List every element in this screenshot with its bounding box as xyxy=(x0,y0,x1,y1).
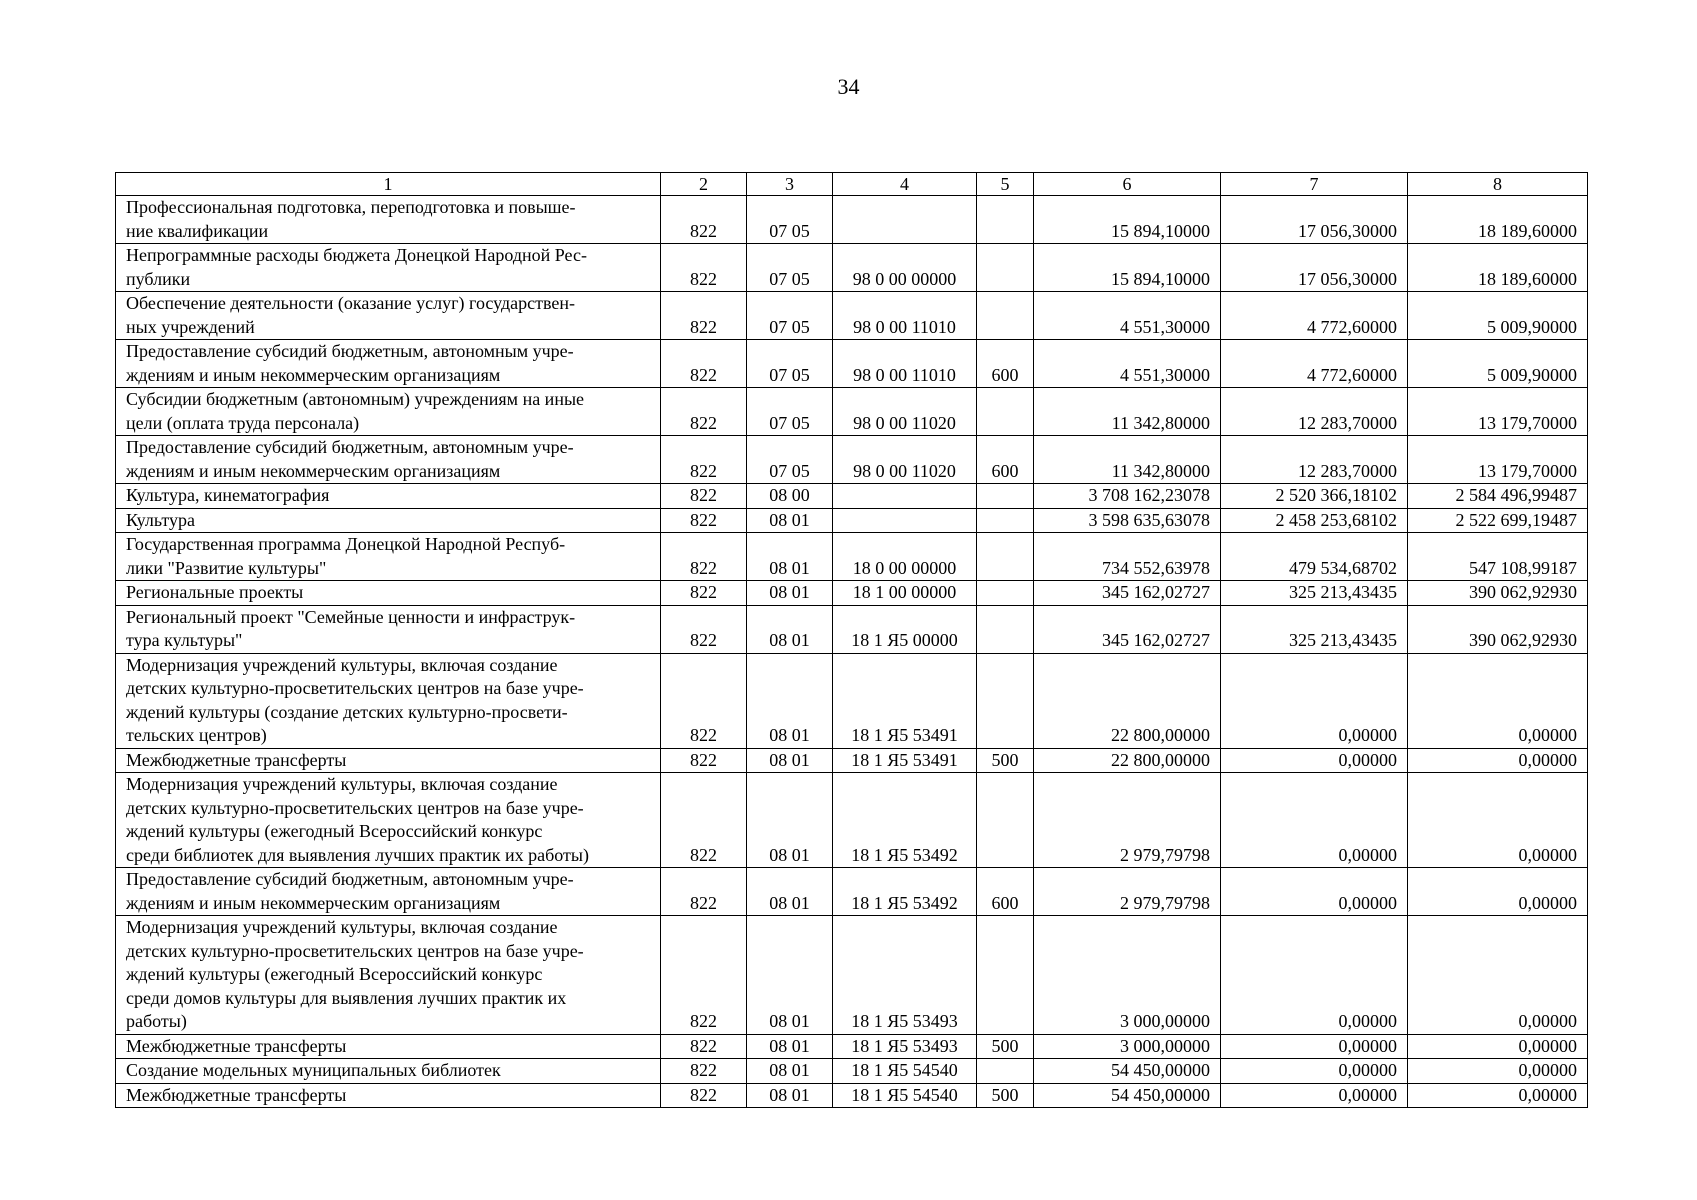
table-row xyxy=(116,653,1588,748)
section-code-cell: 07 05 xyxy=(747,196,833,244)
amount-col6-cell: 22 800,00000 xyxy=(1034,653,1221,748)
table-row xyxy=(116,244,1588,292)
table-row xyxy=(116,436,1588,484)
amount-col7-cell: 17 056,30000 xyxy=(1221,196,1408,244)
amount-col8-cell: 390 062,92930 xyxy=(1408,605,1588,653)
amount-col6-cell: 345 162,02727 xyxy=(1034,581,1221,606)
amount-col7-cell: 0,00000 xyxy=(1221,773,1408,868)
ministry-code-cell: 822 xyxy=(661,244,747,292)
expense-type-cell: 600 xyxy=(977,340,1034,388)
section-code-cell: 08 01 xyxy=(747,773,833,868)
amount-col7-cell: 0,00000 xyxy=(1221,748,1408,773)
amount-col6-cell: 22 800,00000 xyxy=(1034,748,1221,773)
section-code-cell: 08 01 xyxy=(747,1059,833,1084)
amount-col6-cell: 54 450,00000 xyxy=(1034,1083,1221,1108)
amount-col8-cell: 0,00000 xyxy=(1408,773,1588,868)
ministry-code-cell: 822 xyxy=(661,653,747,748)
amount-col8-cell: 5 009,90000 xyxy=(1408,340,1588,388)
expense-type-cell xyxy=(977,196,1034,244)
amount-col7-cell: 0,00000 xyxy=(1221,653,1408,748)
target-article-cell xyxy=(833,196,977,244)
amount-col6-cell: 2 979,79798 xyxy=(1034,868,1221,916)
table-row xyxy=(116,916,1588,1035)
target-article-cell: 18 1 Я5 54540 xyxy=(833,1083,977,1108)
amount-col6-cell: 3 598 635,63078 xyxy=(1034,508,1221,533)
expense-type-cell xyxy=(977,244,1034,292)
target-article-cell: 18 1 Я5 53492 xyxy=(833,868,977,916)
table-row xyxy=(116,773,1588,868)
amount-col6-cell: 4 551,30000 xyxy=(1034,340,1221,388)
table-row xyxy=(116,508,1588,533)
column-number-7: 7 xyxy=(1221,173,1408,196)
amount-col7-cell: 2 520 366,18102 xyxy=(1221,484,1408,509)
expense-type-cell: 500 xyxy=(977,1083,1034,1108)
target-article-cell: 18 1 Я5 00000 xyxy=(833,605,977,653)
expense-type-cell xyxy=(977,508,1034,533)
ministry-code-cell: 822 xyxy=(661,196,747,244)
row-name-cell: Непрограммные расходы бюджета Донецкой Народной Рес- публики xyxy=(116,244,661,292)
expense-type-cell xyxy=(977,1059,1034,1084)
row-name-cell: Модернизация учреждений культуры, включая создание детских культурно-просветительских центров на базе учре- ждений культуры (ежегодный Всероссийский конкурс среди домов культуры для выявления лучших практик их работы) xyxy=(116,916,661,1035)
amount-col7-cell: 17 056,30000 xyxy=(1221,244,1408,292)
table-body xyxy=(116,196,1588,1108)
target-article-cell: 18 1 Я5 53493 xyxy=(833,1034,977,1059)
table-row xyxy=(116,292,1588,340)
amount-col8-cell: 5 009,90000 xyxy=(1408,292,1588,340)
row-name-cell: Предоставление субсидий бюджетным, автономным учре- ждениям и иным некоммерческим организациям xyxy=(116,868,661,916)
table-row xyxy=(116,484,1588,509)
budget-table xyxy=(115,172,1588,1108)
row-name-cell: Предоставление субсидий бюджетным, автономным учре- ждениям и иным некоммерческим организациям xyxy=(116,436,661,484)
amount-col8-cell: 0,00000 xyxy=(1408,868,1588,916)
amount-col7-cell: 0,00000 xyxy=(1221,1034,1408,1059)
amount-col7-cell: 325 213,43435 xyxy=(1221,605,1408,653)
table-row xyxy=(116,605,1588,653)
row-name-cell: Региональные проекты xyxy=(116,581,661,606)
ministry-code-cell: 822 xyxy=(661,292,747,340)
amount-col8-cell: 0,00000 xyxy=(1408,748,1588,773)
page-number: 34 xyxy=(837,74,860,99)
ministry-code-cell: 822 xyxy=(661,773,747,868)
section-code-cell: 08 01 xyxy=(747,916,833,1035)
amount-col7-cell: 12 283,70000 xyxy=(1221,436,1408,484)
row-name-cell: Предоставление субсидий бюджетным, автономным учре- ждениям и иным некоммерческим организациям xyxy=(116,340,661,388)
amount-col8-cell: 390 062,92930 xyxy=(1408,581,1588,606)
section-code-cell: 08 01 xyxy=(747,653,833,748)
column-number-8: 8 xyxy=(1408,173,1588,196)
row-name-cell: Межбюджетные трансферты xyxy=(116,748,661,773)
ministry-code-cell: 822 xyxy=(661,340,747,388)
expense-type-cell xyxy=(977,388,1034,436)
row-name-cell: Государственная программа Донецкой Народной Респуб- лики "Развитие культуры" xyxy=(116,533,661,581)
target-article-cell: 98 0 00 11010 xyxy=(833,292,977,340)
expense-type-cell xyxy=(977,484,1034,509)
column-number-3: 3 xyxy=(747,173,833,196)
column-number-header-row xyxy=(116,173,1588,196)
row-name-cell: Субсидии бюджетным (автономным) учреждениям на иные цели (оплата труда персонала) xyxy=(116,388,661,436)
ministry-code-cell: 822 xyxy=(661,533,747,581)
column-number-5: 5 xyxy=(977,173,1034,196)
table-row xyxy=(116,533,1588,581)
amount-col8-cell: 0,00000 xyxy=(1408,916,1588,1035)
table-row xyxy=(116,868,1588,916)
section-code-cell: 08 01 xyxy=(747,868,833,916)
ministry-code-cell: 822 xyxy=(661,605,747,653)
target-article-cell: 18 1 Я5 53491 xyxy=(833,653,977,748)
row-name-cell: Модернизация учреждений культуры, включая создание детских культурно-просветительских центров на базе учре- ждений культуры (создание детских культурно-просвети- тельских центров) xyxy=(116,653,661,748)
ministry-code-cell: 822 xyxy=(661,388,747,436)
section-code-cell: 08 01 xyxy=(747,1083,833,1108)
table-row xyxy=(116,196,1588,244)
amount-col6-cell: 345 162,02727 xyxy=(1034,605,1221,653)
section-code-cell: 08 01 xyxy=(747,533,833,581)
section-code-cell: 08 01 xyxy=(747,508,833,533)
amount-col8-cell: 18 189,60000 xyxy=(1408,244,1588,292)
column-number-1: 1 xyxy=(116,173,661,196)
ministry-code-cell: 822 xyxy=(661,581,747,606)
expense-type-cell xyxy=(977,653,1034,748)
expense-type-cell: 500 xyxy=(977,1034,1034,1059)
target-article-cell: 18 0 00 00000 xyxy=(833,533,977,581)
amount-col7-cell: 2 458 253,68102 xyxy=(1221,508,1408,533)
section-code-cell: 07 05 xyxy=(747,244,833,292)
amount-col6-cell: 2 979,79798 xyxy=(1034,773,1221,868)
row-name-cell: Культура, кинематография xyxy=(116,484,661,509)
amount-col8-cell: 547 108,99187 xyxy=(1408,533,1588,581)
expense-type-cell xyxy=(977,605,1034,653)
amount-col6-cell: 54 450,00000 xyxy=(1034,1059,1221,1084)
amount-col8-cell: 13 179,70000 xyxy=(1408,436,1588,484)
expense-type-cell: 500 xyxy=(977,748,1034,773)
table-row xyxy=(116,340,1588,388)
section-code-cell: 07 05 xyxy=(747,292,833,340)
section-code-cell: 08 01 xyxy=(747,605,833,653)
target-article-cell: 18 1 Я5 53493 xyxy=(833,916,977,1035)
section-code-cell: 07 05 xyxy=(747,436,833,484)
column-number-2: 2 xyxy=(661,173,747,196)
ministry-code-cell: 822 xyxy=(661,436,747,484)
ministry-code-cell: 822 xyxy=(661,748,747,773)
amount-col7-cell: 479 534,68702 xyxy=(1221,533,1408,581)
amount-col8-cell: 0,00000 xyxy=(1408,1034,1588,1059)
amount-col7-cell: 4 772,60000 xyxy=(1221,292,1408,340)
ministry-code-cell: 822 xyxy=(661,1083,747,1108)
section-code-cell: 08 01 xyxy=(747,581,833,606)
target-article-cell: 98 0 00 11020 xyxy=(833,436,977,484)
target-article-cell: 98 0 00 11010 xyxy=(833,340,977,388)
ministry-code-cell: 822 xyxy=(661,916,747,1035)
row-name-cell: Обеспечение деятельности (оказание услуг) государствен- ных учреждений xyxy=(116,292,661,340)
ministry-code-cell: 822 xyxy=(661,1059,747,1084)
target-article-cell xyxy=(833,484,977,509)
table-row xyxy=(116,1083,1588,1108)
amount-col7-cell: 0,00000 xyxy=(1221,1059,1408,1084)
expense-type-cell: 600 xyxy=(977,868,1034,916)
expense-type-cell: 600 xyxy=(977,436,1034,484)
target-article-cell: 18 1 00 00000 xyxy=(833,581,977,606)
section-code-cell: 07 05 xyxy=(747,388,833,436)
amount-col7-cell: 0,00000 xyxy=(1221,868,1408,916)
row-name-cell: Создание модельных муниципальных библиотек xyxy=(116,1059,661,1084)
amount-col7-cell: 325 213,43435 xyxy=(1221,581,1408,606)
amount-col8-cell: 13 179,70000 xyxy=(1408,388,1588,436)
target-article-cell: 18 1 Я5 53491 xyxy=(833,748,977,773)
table-row xyxy=(116,581,1588,606)
section-code-cell: 07 05 xyxy=(747,340,833,388)
row-name-cell: Межбюджетные трансферты xyxy=(116,1034,661,1059)
ministry-code-cell: 822 xyxy=(661,508,747,533)
amount-col7-cell: 0,00000 xyxy=(1221,916,1408,1035)
section-code-cell: 08 01 xyxy=(747,1034,833,1059)
ministry-code-cell: 822 xyxy=(661,868,747,916)
amount-col6-cell: 11 342,80000 xyxy=(1034,436,1221,484)
row-name-cell: Межбюджетные трансферты xyxy=(116,1083,661,1108)
ministry-code-cell: 822 xyxy=(661,1034,747,1059)
expense-type-cell xyxy=(977,292,1034,340)
amount-col6-cell: 3 000,00000 xyxy=(1034,916,1221,1035)
row-name-cell: Культура xyxy=(116,508,661,533)
amount-col8-cell: 18 189,60000 xyxy=(1408,196,1588,244)
amount-col7-cell: 0,00000 xyxy=(1221,1083,1408,1108)
amount-col8-cell: 0,00000 xyxy=(1408,653,1588,748)
amount-col8-cell: 2 584 496,99487 xyxy=(1408,484,1588,509)
amount-col8-cell: 0,00000 xyxy=(1408,1059,1588,1084)
target-article-cell xyxy=(833,508,977,533)
target-article-cell: 18 1 Я5 54540 xyxy=(833,1059,977,1084)
section-code-cell: 08 00 xyxy=(747,484,833,509)
row-name-cell: Модернизация учреждений культуры, включая создание детских культурно-просветительских центров на базе учре- ждений культуры (ежегодный Всероссийский конкурс среди библиотек для выявления лучших практик их работы) xyxy=(116,773,661,868)
expense-type-cell xyxy=(977,533,1034,581)
amount-col6-cell: 734 552,63978 xyxy=(1034,533,1221,581)
table-row xyxy=(116,1034,1588,1059)
table-row xyxy=(116,1059,1588,1084)
target-article-cell: 98 0 00 11020 xyxy=(833,388,977,436)
expense-type-cell xyxy=(977,916,1034,1035)
section-code-cell: 08 01 xyxy=(747,748,833,773)
amount-col8-cell: 0,00000 xyxy=(1408,1083,1588,1108)
amount-col6-cell: 15 894,10000 xyxy=(1034,244,1221,292)
target-article-cell: 18 1 Я5 53492 xyxy=(833,773,977,868)
table-row xyxy=(116,388,1588,436)
expense-type-cell xyxy=(977,773,1034,868)
row-name-cell: Региональный проект "Семейные ценности и инфраструк- тура культуры" xyxy=(116,605,661,653)
amount-col6-cell: 15 894,10000 xyxy=(1034,196,1221,244)
amount-col6-cell: 4 551,30000 xyxy=(1034,292,1221,340)
amount-col8-cell: 2 522 699,19487 xyxy=(1408,508,1588,533)
ministry-code-cell: 822 xyxy=(661,484,747,509)
column-number-6: 6 xyxy=(1034,173,1221,196)
target-article-cell: 98 0 00 00000 xyxy=(833,244,977,292)
row-name-cell: Профессиональная подготовка, переподготовка и повыше- ние квалификации xyxy=(116,196,661,244)
amount-col7-cell: 4 772,60000 xyxy=(1221,340,1408,388)
amount-col6-cell: 11 342,80000 xyxy=(1034,388,1221,436)
table-row xyxy=(116,748,1588,773)
amount-col6-cell: 3 000,00000 xyxy=(1034,1034,1221,1059)
expense-type-cell xyxy=(977,581,1034,606)
amount-col7-cell: 12 283,70000 xyxy=(1221,388,1408,436)
column-number-4: 4 xyxy=(833,173,977,196)
amount-col6-cell: 3 708 162,23078 xyxy=(1034,484,1221,509)
